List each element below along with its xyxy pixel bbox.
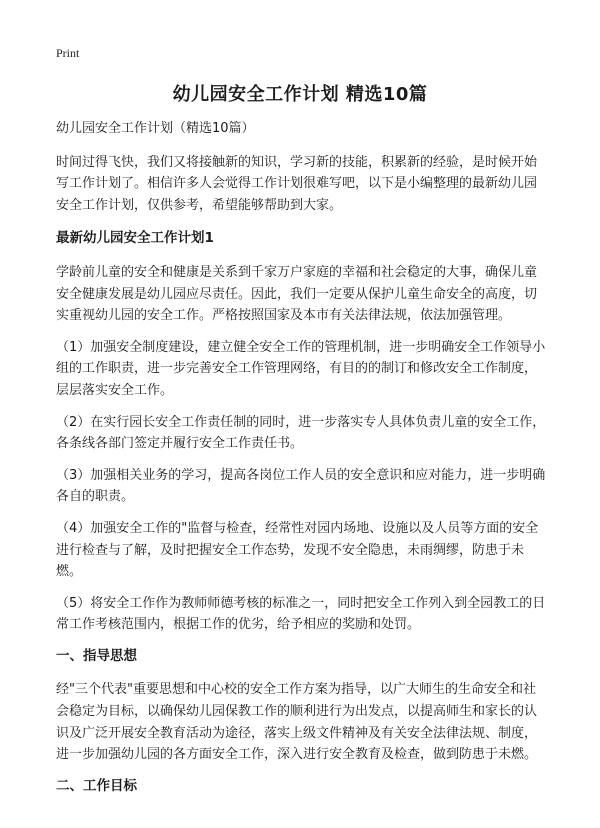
section1-heading: 最新幼儿园安全工作计划1 — [56, 230, 214, 247]
guiding-heading: 一、指导思想 — [56, 647, 137, 664]
print-link[interactable]: Print — [56, 46, 80, 60]
intro-paragraph: 时间过得飞快，我们又将接触新的知识，学习新的技能，积累新的经验，是时候开始写工作计划了。相信许多人会觉得工作计划很难写吧，以下是小编整理的最新幼儿园安全工作计划，仅供参考，希望能够帮助到大家。 — [56, 154, 538, 213]
list-item: （1）加强安全制度建设，建立健全安全工作的管理机制，进一步明确安全工作领导小组的工作职责，进一步完善安全工作管理网络，有目的的制订和修改安全工作制度，层层落实安全工作。 — [56, 339, 546, 398]
document-subtitle: 幼儿园安全工作计划（精选10篇） — [56, 121, 255, 136]
list-item: （2）在实行园长安全工作责任制的同时，进一步落实专人具体负责儿童的安全工作，各条线各部门签定并履行安全工作责任书。 — [56, 414, 546, 452]
list-item: （3）加强相关业务的学习，提高各岗位工作人员的安全意识和应对能力，进一步明确各自的职责。 — [56, 467, 546, 505]
guiding-paragraph: 经"三个代表"重要思想和中心校的安全工作方案为指导，以广大师生的生命安全和社会稳定为目标，以确保幼儿园保教工作的顺利进行为出发点，以提高师生和家长的认识及广泛开展安全教育活动为途径，落实上级文件精神及有关安全法律法规、制度，进一步加强幼儿园的各方面安全工作，深入进行安全教育及检查，做到防患于未燃。 — [56, 682, 538, 763]
list-item: （4）加强安全工作的"监督与检查，经常性对园内场地、设施以及人员等方面的安全进行检查与了解，及时把握安全工作态势，发现不安全隐患，未雨绸缪，防患于未燃。 — [56, 520, 539, 580]
page-title: 幼儿园安全工作计划 精选10篇 — [172, 84, 428, 105]
section1-paragraph: 学龄前儿童的安全和健康是关系到千家万户家庭的幸福和社会稳定的大事，确保儿童安全健康发展是幼儿园应尽责任。因此，我们一定要从保护儿童生命安全的高度，切实重视幼儿园的安全工作。严格按照国家及本市有关法律法规，依法加强管理。 — [56, 264, 538, 324]
goals-heading: 二、工作目标 — [56, 777, 137, 794]
list-item: （5）将安全工作作为教师师德考核的标准之一，同时把安全工作列入到全园教工的日常工作考核范围内，根据工作的优劣，给予相应的奖励和处罚。 — [56, 595, 546, 633]
document-body — [56, 118, 546, 809]
